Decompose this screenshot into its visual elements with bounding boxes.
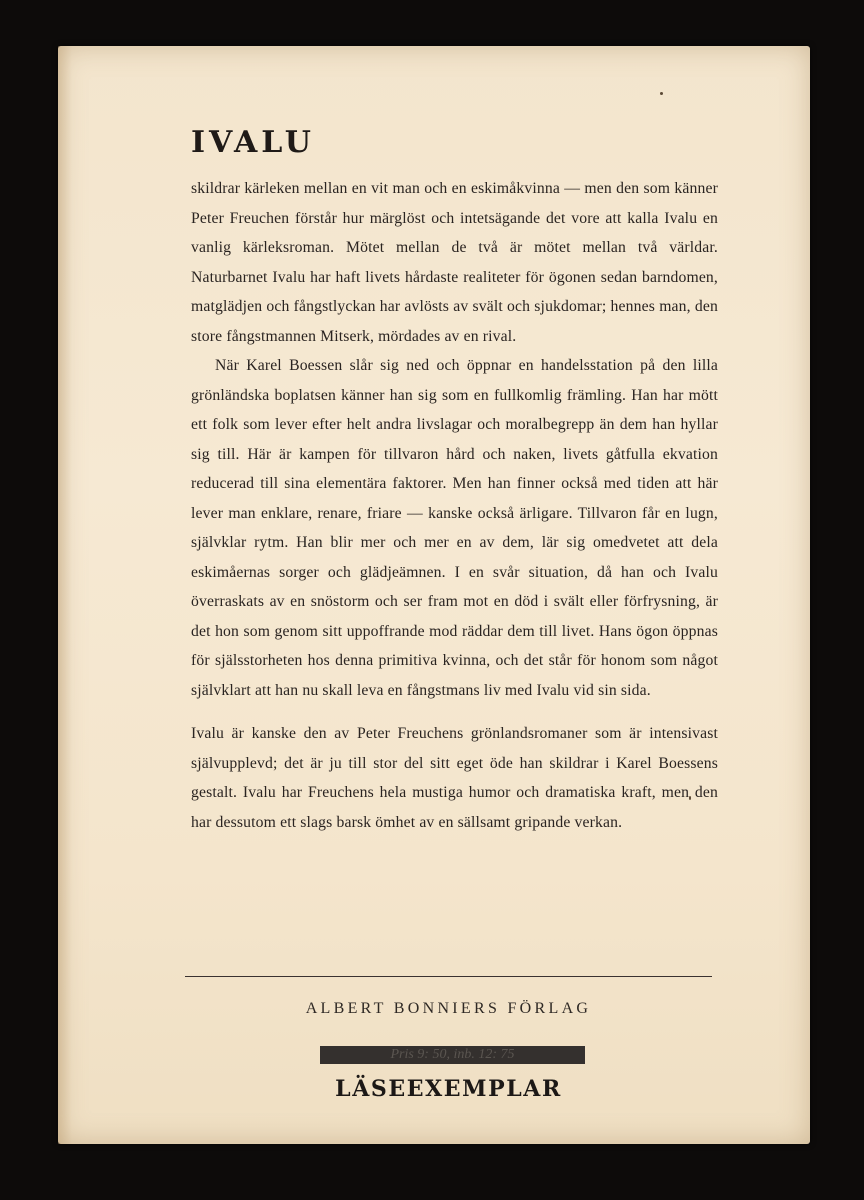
review-copy-stamp: LÄSEEXEMPLAR (335, 1076, 562, 1102)
price-text: Pris 9: 50, inb. 12: 75 (390, 1047, 515, 1062)
blurb-text (191, 174, 718, 837)
blurb-paragraph-3: Ivalu är kanske den av Peter Freuchens grönlandsromaner som är intensivast självupplevd; det är ju till stor del sitt eget öde han skildrar i Karel Boessens gestalt. Ivalu har Freuchens hela mustiga humor och dramatiska kraft, men den har dessutom ett slags barsk ömhet av en sällsamt gripande verkan. (191, 725, 718, 831)
blurb-paragraph-2: När Karel Boessen slår sig ned och öppnar en handelsstation på den lilla grönländska boplatsen känner han sig som en fullkomlig främling. Han har mött ett folk som lever efter helt andra livslagar och moralbegrepp än dem han hyllar sig till. Här är kampen för tillvaron hård och naken, livets gåtfulla ekvation reducerad till sina elementära faktorer. Men han finner också med tiden att här lever man enklare, renare, friare — kanske också ärligare. Tillvaron får en lugn, självklar rytm. Han blir mer och mer en av dem, lär sig omedvetet att dela eskimåernas sorger och glädjeämnen. I en svår situation, då han och Ivalu överraskats av en snöstorm och ser fram mot en död i svält eller förfrysning, är det hon som genom sitt uppoffrande mod räddar dem till livet. Hans ögon öppnas för själsstorheten hos denna primitiva kvinna, och det står för honom som något självklart att han nu skall leva en fångstmans liv med Ivalu vid sin sida. (191, 357, 718, 699)
horizontal-divider (185, 976, 712, 977)
blurb-paragraph-1: skildrar kärleken mellan en vit man och en eskimåkvinna — men den som känner Peter Freuchen förstår hur märglöst och intetsägande det vore att kalla Ivalu en vanlig kärleksroman. Mötet mellan de två är mötet mellan två världar. Naturbarnet Ivalu har haft livets hårdaste realiteter för ögonen sedan barndomen, matglädjen och fångstlyckan har avlösts av svält och sjukdomar; hennes man, den store fångstmannen Mitserk, mördades av en rival. (191, 180, 718, 345)
book-back-cover (58, 46, 810, 1144)
price-redaction-bar (320, 1046, 585, 1064)
cover-edge-wear (58, 46, 72, 1144)
publisher-name: ALBERT BONNIERS FÖRLAG (305, 1000, 592, 1017)
book-title: IVALU (191, 125, 315, 160)
paper-speck (660, 92, 663, 95)
